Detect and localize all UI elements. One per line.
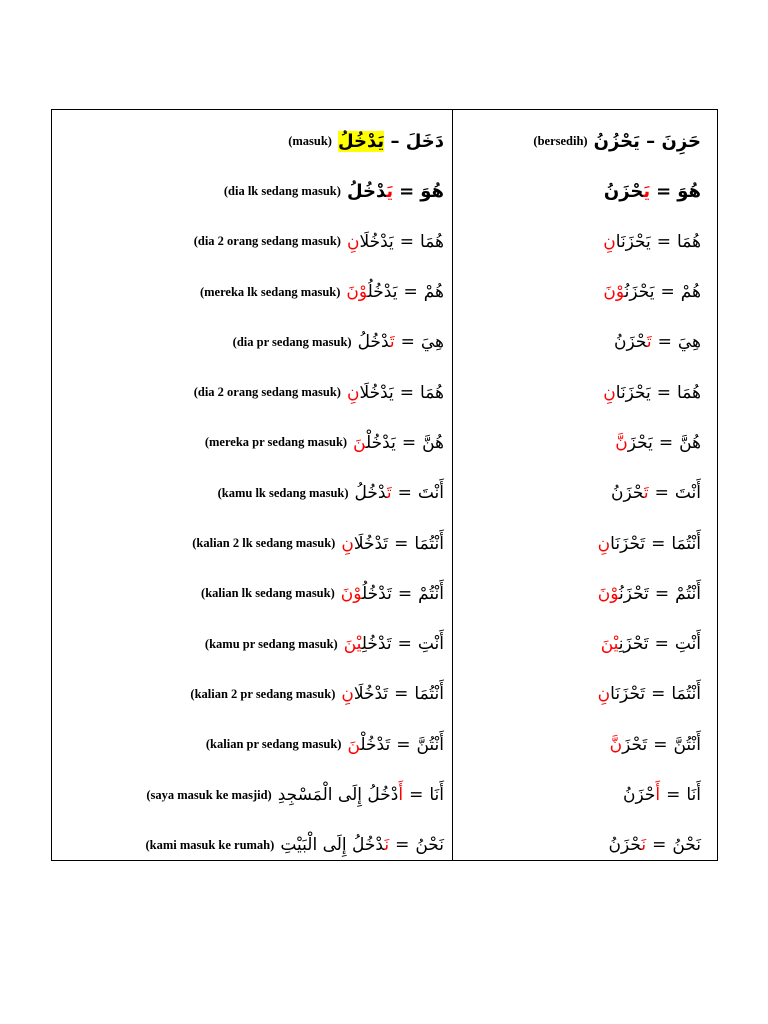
arabic-form — [614, 332, 701, 352]
header-verb: حَزِنَ – يَحْزُنُ — [593, 130, 701, 152]
equals-sign: = — [399, 180, 415, 202]
suffix: نِ — [597, 533, 611, 554]
stem: تَحْزَنُ — [619, 583, 649, 604]
conjugation-row — [453, 669, 717, 719]
equals-sign: = — [400, 332, 415, 353]
equals-sign: = — [656, 231, 672, 252]
prefix: تَ — [646, 332, 652, 353]
gloss-text: (kamu pr sedang masuk) — [204, 636, 338, 651]
pronoun: هُنَّ — [679, 432, 701, 453]
suffix: وْنَ — [603, 282, 625, 303]
arabic-form — [610, 735, 701, 755]
conjugation-row — [453, 720, 717, 770]
equals-sign: = — [397, 583, 413, 604]
conjugation-row — [52, 770, 452, 820]
equals-sign: = — [397, 634, 412, 655]
stem: حْزَنُ — [623, 785, 656, 805]
pronoun: هِيَ — [677, 332, 701, 353]
pronoun: هُمَا — [677, 231, 701, 252]
pronoun: هُمَا — [420, 231, 444, 252]
prefix: نَ — [641, 835, 647, 856]
gloss-text: (kalian pr sedang masuk) — [205, 737, 342, 752]
gloss-text: (kamu lk sedang masuk) — [217, 485, 349, 500]
pronoun: أَنَا — [686, 785, 701, 805]
stem: تَدْخُلْ — [360, 734, 391, 755]
arabic-form — [280, 835, 444, 855]
suffix: وْنَ — [340, 583, 363, 604]
suffix: يْنَ — [343, 634, 362, 655]
arabic-form — [598, 534, 701, 554]
equals-sign: = — [657, 332, 672, 353]
gloss-text: (mereka lk sedang masuk) — [199, 284, 341, 299]
conjugation-row — [52, 720, 452, 770]
equals-sign: = — [656, 180, 672, 202]
stem: حْزَنُ — [614, 332, 647, 353]
pronoun: هُنَّ — [422, 432, 444, 453]
conjugation-row — [453, 317, 717, 367]
suffix: نِ — [603, 231, 616, 252]
arabic-form — [353, 433, 444, 453]
suffix: نِ — [603, 382, 616, 403]
stem: تَحْزَ — [622, 734, 648, 755]
suffix: نَ — [347, 734, 361, 755]
stem: يَحْزَنَا — [615, 382, 651, 403]
conjugation-row — [52, 569, 452, 619]
arabic-form — [604, 181, 701, 202]
prefix: أَ — [398, 785, 404, 805]
suffix: نِ — [341, 533, 354, 554]
conjugation-row — [453, 770, 717, 820]
equals-sign: = — [401, 432, 417, 453]
conjugation-row — [453, 468, 717, 518]
stem: يَدْخُلَا — [359, 231, 394, 252]
prefix: أَ — [655, 785, 661, 805]
gloss-text: (dia pr sedang masuk) — [232, 334, 352, 349]
equals-sign: = — [394, 533, 409, 554]
gloss-text: (dia lk sedang masuk) — [223, 183, 341, 198]
column-dakhala — [52, 110, 453, 860]
arabic-form — [347, 735, 444, 755]
pronoun: هُمَا — [420, 382, 444, 403]
gloss-text: (kalian 2 lk sedang masuk) — [192, 536, 336, 551]
equals-sign: = — [397, 483, 412, 504]
pronoun: أَنْتُمَا — [414, 533, 444, 554]
arabic-form — [278, 785, 444, 805]
equals-sign: = — [396, 734, 411, 755]
conjugation-row — [453, 619, 717, 669]
pronoun: أَنْتُمْ — [675, 583, 701, 604]
stem: يَحْزَ — [627, 432, 653, 453]
pronoun: أَنْتِ — [674, 634, 701, 655]
arabic-form — [598, 584, 701, 604]
pronoun: أَنْتُمَا — [671, 684, 701, 705]
equals-sign: = — [653, 734, 668, 755]
pronoun: أَنْتَ — [674, 483, 701, 504]
conjugation-row — [453, 367, 717, 417]
pronoun: هُمْ — [423, 282, 444, 303]
equals-sign: = — [654, 483, 669, 504]
pronoun: نَحْنُ — [415, 835, 444, 856]
stem: دْخُلُ إِلَى الْبَيْتِ — [280, 835, 385, 856]
pronoun: هُمَا — [677, 382, 701, 403]
header-row — [453, 116, 717, 166]
conjugation-row — [52, 217, 452, 267]
arabic-form — [344, 634, 444, 654]
stem: تَحْزَنَا — [610, 684, 646, 705]
stem: يَدْخُلُ — [367, 282, 398, 303]
suffix: وْنَ — [597, 583, 620, 604]
conjugation-row — [52, 669, 452, 719]
conjugation-row — [453, 569, 717, 619]
arabic-form — [341, 534, 444, 554]
arabic-form — [611, 483, 701, 503]
pronoun: أَنْتَ — [417, 483, 444, 504]
stem: يَدْخُلَا — [359, 382, 394, 403]
conjugation-row — [453, 820, 717, 870]
suffix: نَ — [353, 432, 367, 453]
pronoun: أَنْتُمَا — [414, 684, 444, 705]
conjugation-row — [453, 418, 717, 468]
conjugation-row — [453, 518, 717, 568]
gloss-text: (saya masuk ke masjid) — [146, 787, 272, 802]
arabic-form — [615, 433, 701, 453]
suffix: وْنَ — [346, 282, 368, 303]
suffix: نَّ — [609, 734, 623, 755]
pronoun: أَنَا — [429, 785, 444, 805]
equals-sign: = — [399, 382, 415, 403]
arabic-form — [341, 684, 444, 704]
arabic-form — [347, 383, 444, 403]
conjugation-table — [51, 109, 718, 861]
equals-sign: = — [395, 835, 410, 856]
pronoun: أَنْتُمَا — [671, 533, 701, 554]
stem: يَدْخُلْ — [366, 432, 396, 453]
pronoun: هُوَ — [677, 180, 701, 202]
conjugation-row — [52, 267, 452, 317]
arabic-form — [355, 483, 444, 503]
arabic-form — [598, 684, 701, 704]
pronoun: هِيَ — [420, 332, 444, 353]
stem: يَحْزَنَا — [615, 231, 651, 252]
conjugation-row — [52, 418, 452, 468]
conjugation-row — [453, 267, 717, 317]
stem: دْخُلُ إِلَى الْمَسْجِدِ — [277, 785, 399, 805]
suffix: نِ — [341, 684, 354, 705]
arabic-form — [623, 785, 701, 805]
equals-sign: = — [651, 533, 666, 554]
header-gloss: (masuk) — [288, 133, 332, 148]
suffix: نِ — [597, 684, 611, 705]
pronoun: أَنْتُنَّ — [673, 734, 701, 755]
suffix: نِ — [346, 231, 360, 252]
arabic-form — [601, 634, 701, 654]
conjugation-row — [453, 166, 717, 216]
equals-sign: = — [651, 684, 666, 705]
equals-sign: = — [654, 583, 670, 604]
arabic-form — [347, 181, 444, 202]
gloss-text: (kalian 2 pr sedang masuk) — [190, 686, 336, 701]
conjugation-row — [52, 619, 452, 669]
suffix: نِ — [346, 382, 360, 403]
gloss-text: (mereka pr sedang masuk) — [204, 435, 348, 450]
header-gloss: (bersedih) — [533, 133, 588, 148]
equals-sign: = — [656, 382, 672, 403]
gloss-text: (kami masuk ke rumah) — [145, 837, 275, 852]
suffix: نَّ — [615, 432, 628, 453]
stem: تَدْخُلِ — [361, 634, 392, 655]
stem: تَحْزَنِ — [618, 634, 649, 655]
equals-sign: = — [652, 835, 667, 856]
stem: تَدْخُلَا — [353, 684, 389, 705]
arabic-form — [609, 835, 701, 855]
equals-sign: = — [654, 634, 669, 655]
stem: حْزَنُ — [611, 483, 644, 504]
gloss-text: (dia 2 orang sedang masuk) — [193, 385, 341, 400]
arabic-form — [603, 383, 701, 403]
pronoun: أَنْتِ — [417, 634, 444, 655]
equals-sign: = — [658, 432, 674, 453]
arabic-form — [346, 282, 444, 302]
prefix: تَ — [386, 483, 392, 504]
equals-sign: = — [399, 231, 415, 252]
suffix: يْنَ — [600, 634, 619, 655]
arabic-form — [341, 584, 444, 604]
pronoun: أَنْتُنَّ — [416, 734, 444, 755]
equals-sign: = — [394, 684, 409, 705]
arabic-form — [603, 282, 701, 302]
conjugation-row — [52, 820, 452, 870]
equals-sign: = — [660, 282, 675, 303]
pronoun: نَحْنُ — [672, 835, 701, 856]
stem: تَدْخُلَا — [353, 533, 389, 554]
stem: دْخُلُ — [357, 332, 390, 353]
prefix: تَ — [389, 332, 395, 353]
header-verb: دَخَلَ – يَدْخُلُ — [337, 130, 444, 152]
prefix: نَ — [384, 835, 390, 856]
conjugation-row — [52, 317, 452, 367]
equals-sign: = — [666, 785, 681, 805]
arabic-form — [603, 232, 701, 252]
prefix: يَ — [643, 180, 651, 202]
stem: يَحْزَنُ — [624, 282, 655, 303]
highlighted-present: يَدْخُلُ — [337, 130, 385, 152]
equals-sign: = — [409, 785, 424, 805]
pronoun: أَنْتُمْ — [418, 583, 444, 604]
pronoun: هُوَ — [420, 180, 444, 202]
stem: حْزَنُ — [608, 835, 642, 856]
arabic-form — [358, 332, 444, 352]
stem: تَحْزَنَا — [610, 533, 646, 554]
arabic-form — [347, 232, 444, 252]
conjugation-row — [52, 468, 452, 518]
equals-sign: = — [403, 282, 418, 303]
pronoun: هُمْ — [680, 282, 701, 303]
conjugation-row — [52, 367, 452, 417]
stem: تَدْخُلُ — [362, 583, 392, 604]
conjugation-row — [52, 166, 452, 216]
stem: دْخُلُ — [354, 483, 387, 504]
column-hazina — [453, 110, 717, 860]
header-row — [52, 116, 452, 166]
prefix: تَ — [643, 483, 649, 504]
conjugation-row — [453, 217, 717, 267]
stem: دْخُلُ — [346, 180, 387, 202]
prefix: يَ — [386, 180, 394, 202]
gloss-text: (dia 2 orang sedang masuk) — [193, 234, 341, 249]
conjugation-row — [52, 518, 452, 568]
gloss-text: (kalian lk sedang masuk) — [201, 586, 335, 601]
stem: حْزَنُ — [603, 180, 644, 202]
